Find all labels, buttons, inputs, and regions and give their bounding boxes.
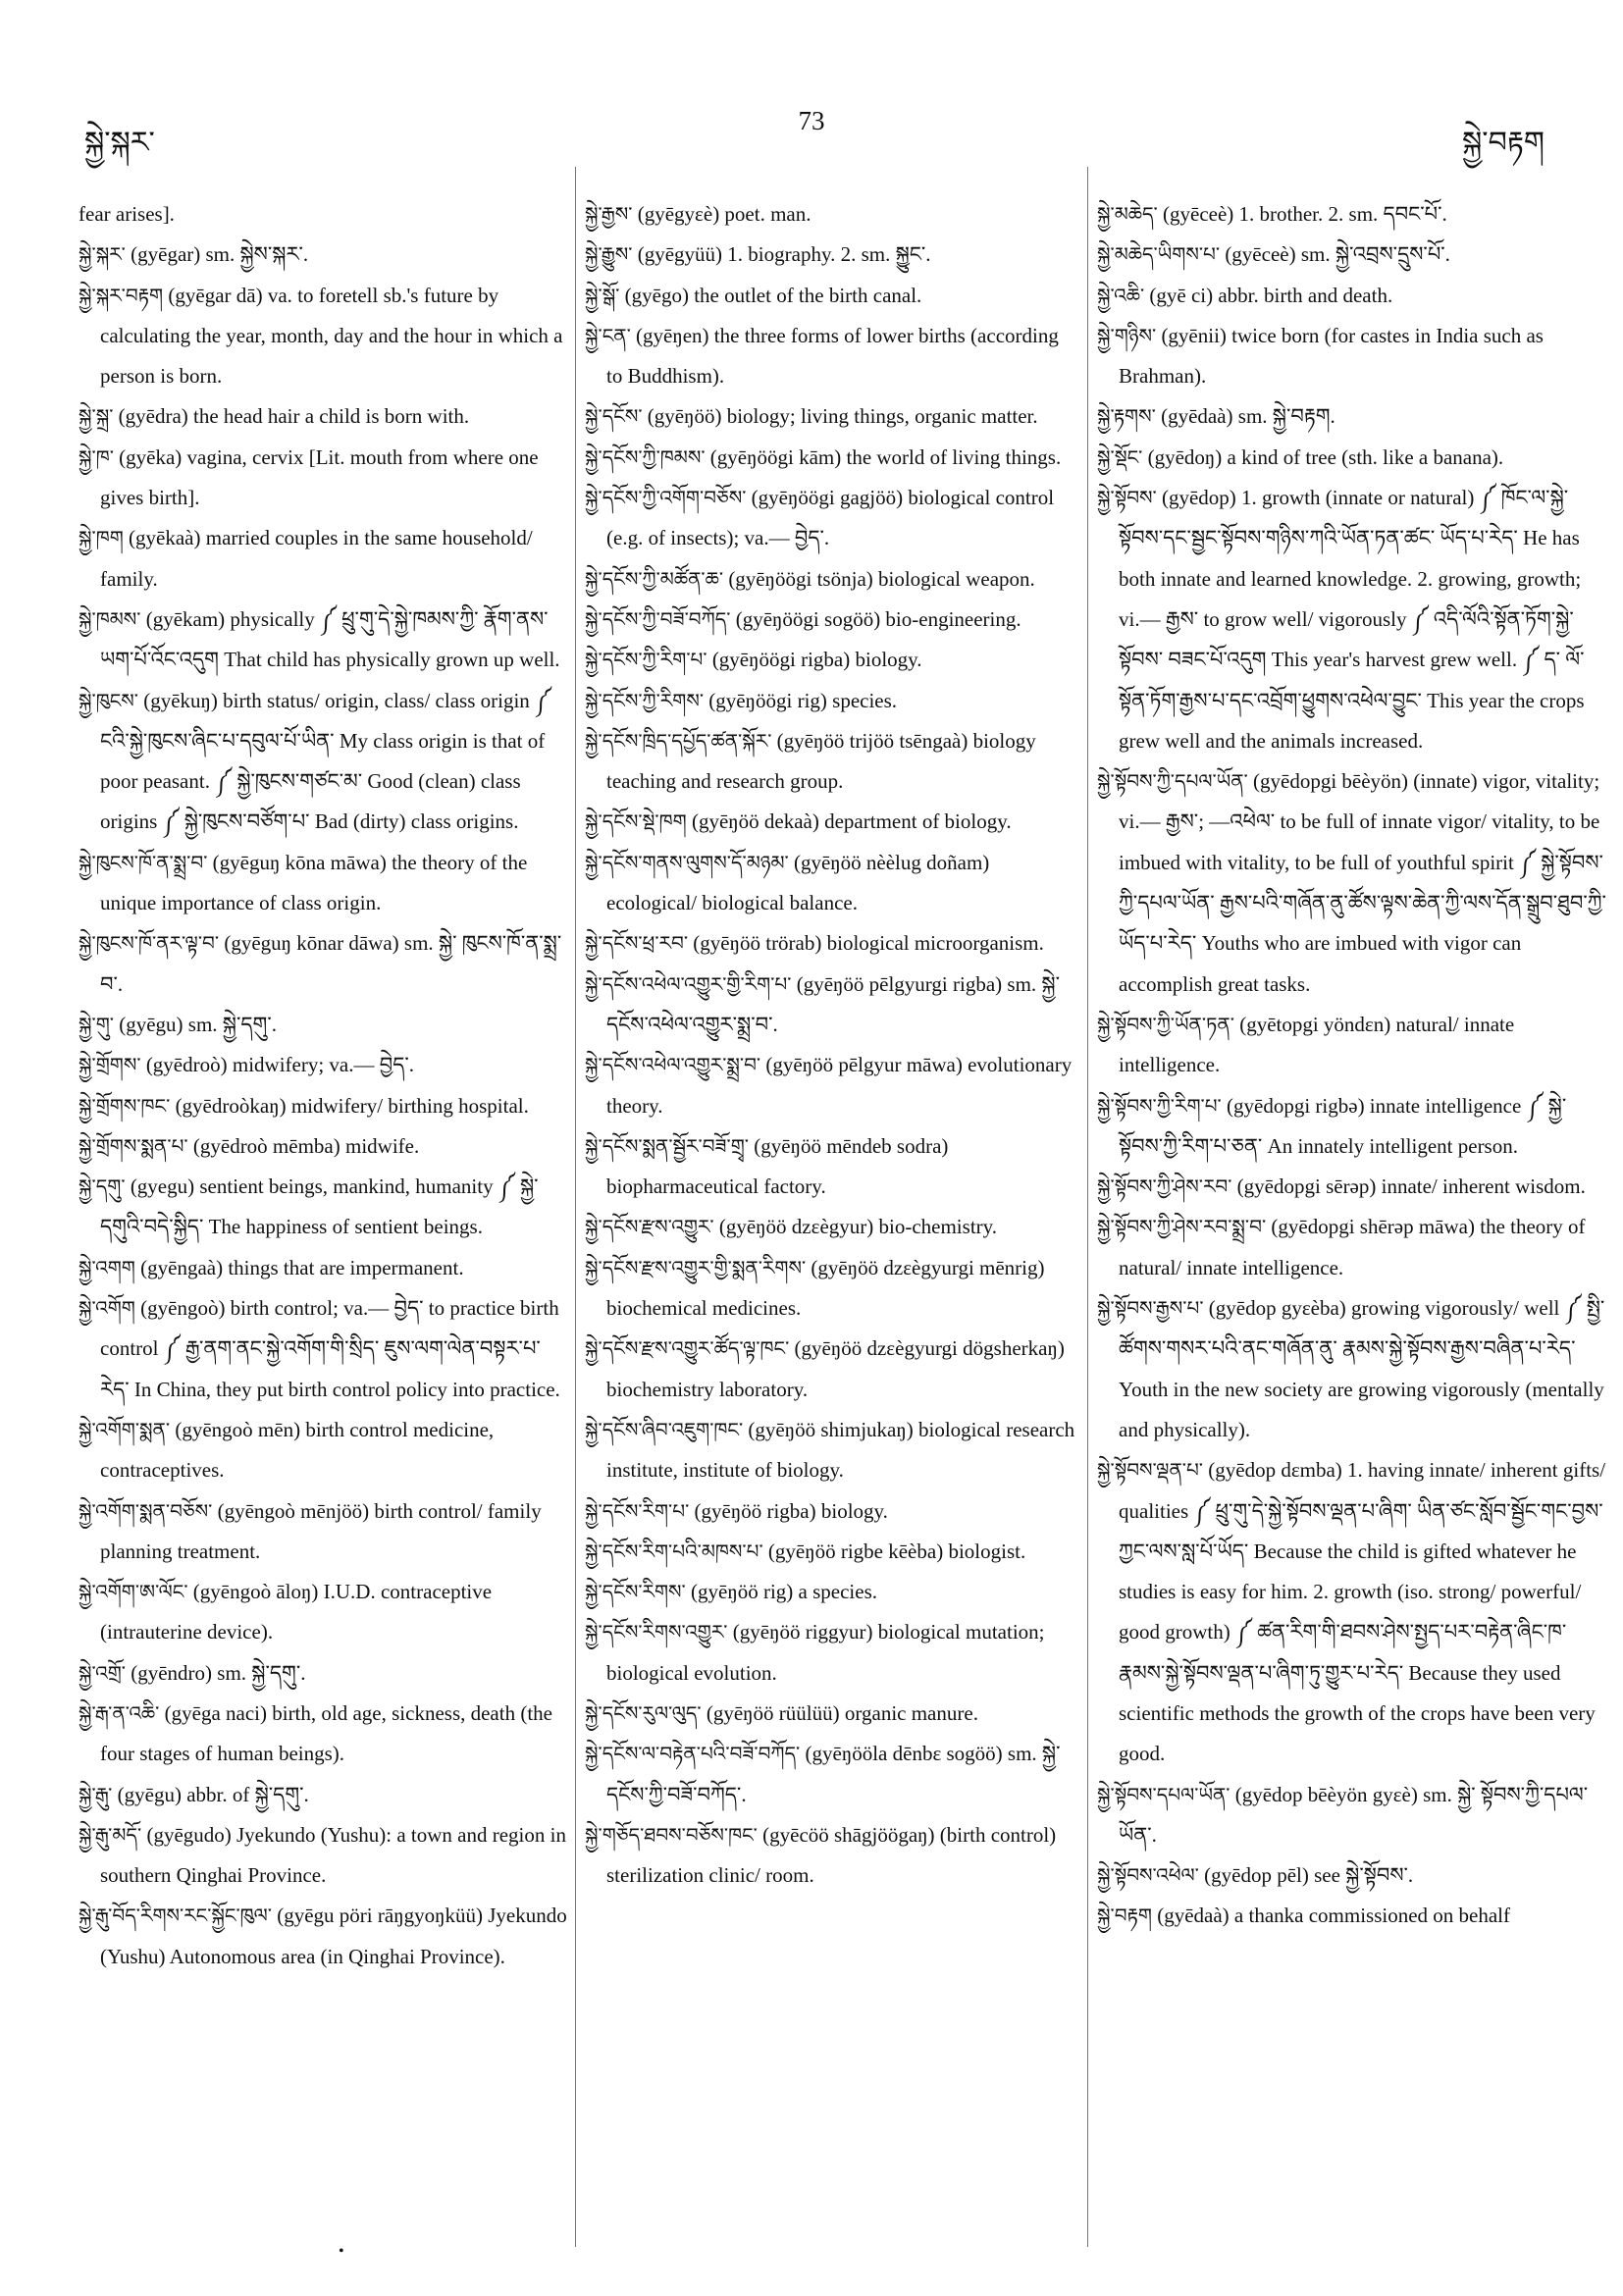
entry-headword: སྐྱེ་རྒྱས་	[585, 202, 633, 226]
dictionary-entry	[79, 235, 567, 275]
dictionary-entry	[585, 1572, 1075, 1612]
entry-definition: (gyēdroò) midwifery; va.— བྱེད་.	[145, 1053, 415, 1077]
entry-definition: (gyēŋöögi rigba) biology.	[711, 648, 922, 672]
dictionary-entry	[79, 276, 567, 397]
entry-definition: (gyēgo) the outlet of the birth canal.	[624, 283, 922, 307]
dictionary-entry	[79, 1410, 567, 1491]
dictionary-entry	[585, 1207, 1075, 1247]
footer-mark: •	[339, 2243, 344, 2260]
entry-definition: (gyēdop gyεèba) growing vigorously/ well ༼ སྤྱི་ཚོགས་གསར་པའི་ནང་གཞོན་ནུ་ རྣམས་སྐྱེ་སྟོབས་རྒྱས་བཞིན་པ་རེད་ Youth in the new society are growing vigorously (mentally and physically).	[1119, 1296, 1605, 1441]
entry-headword: སྐྱེ་དངོས་རིགས་འགྱུར་	[585, 1620, 728, 1644]
entry-headword: སྐྱེ་དངོས་རྫས་འགྱུར་	[585, 1215, 714, 1239]
dictionary-entry	[585, 600, 1075, 640]
entry-headword: སྐྱེ་འགོག་སྨན་	[79, 1417, 171, 1441]
entry-headword: སྐྱེ་སྡོང་	[1097, 444, 1143, 469]
column-3	[1097, 194, 1607, 2245]
dictionary-entry	[585, 1734, 1075, 1815]
entry-definition: (gyēgu pöri rāŋgyoŋküü) Jyekundo (Yushu) Autonomous area (in Qinghai Province).	[100, 1904, 567, 1968]
entry-definition: (gyēŋöö dekaà) department of biology.	[691, 809, 1012, 834]
dictionary-entry	[585, 681, 1075, 721]
dictionary-entry	[585, 276, 1075, 316]
entry-headword: སྐྱེ་ཁ་	[79, 444, 114, 469]
dictionary-entry	[1097, 438, 1607, 478]
entry-definition: (gyēndro) sm. སྐྱེ་དགུ་.	[131, 1660, 306, 1685]
dictionary-entry	[585, 843, 1075, 924]
dictionary-entry	[585, 1329, 1075, 1410]
dictionary-entry	[1097, 396, 1607, 437]
entry-definition: (gyēŋöögi gagjöö) biological control (e.g. of insects); va.— བྱེད་.	[606, 486, 1055, 550]
entry-headword: སྐྱེ་འགག	[79, 1255, 135, 1279]
running-header-left: སྐྱེ་སྐར་	[84, 127, 155, 159]
dictionary-entry	[79, 1167, 567, 1248]
entry-headword: སྐྱེ་དངོས་ཞིབ་འཇུག་ཁང་	[585, 1417, 744, 1441]
entry-definition: (gyēdop dεmba) 1. having innate/ inherent gifts/ qualities ༼ ཕྲུ་གུ་དེ་སྐྱེ་སྟོབས་ལྡན་པ་ཞིག་ ཡིན་ཙང་སློབ་སྦྱོང་གང་བྱས་ཀྱང་ལས་སླ་པོ་ཡོད་ Because the child is gifted whatever he studies is easy for him. 2. growth (iso. strong/ powerful/ good growth) ༼ ཚན་རིག་གི་ཐབས་ཤེས་སྤྱད་པར་བརྟེན་ཞིང་ཁ་ རྣམས་སྐྱེ་སྟོབས་ལྡན་པ་ཞིག་ཏུ་གྱུར་པ་རེད་ Because they used scientific methods the growth of the crops have been very good.	[1119, 1458, 1606, 1766]
entry-definition: (gyēkaà) married couples in the same household/ family.	[100, 526, 533, 591]
dictionary-entry	[585, 965, 1075, 1046]
dictionary-entry	[79, 1045, 567, 1085]
entry-definition: (gyēdaà) a thanka commissioned on behalf	[1157, 1904, 1511, 1928]
entry-headword: སྐྱེ་བརྟག	[1097, 1904, 1152, 1928]
entry-definition: (gyēka) vagina, cervix [Lit. mouth from where one gives birth].	[100, 444, 539, 510]
entry-headword: སྐྱེ་སྟོབས་	[1097, 486, 1157, 510]
entry-definition: (gyēdopgi rigbə) innate intelligence ༼ སྐྱེ་སྟོབས་ཀྱི་རིག་པ་ཅན་ An innately intelligent person.	[1119, 1093, 1567, 1158]
entry-definition: (gyēdaà) sm. སྐྱེ་བརྟག.	[1161, 404, 1335, 429]
dictionary-entry	[1097, 316, 1607, 397]
entry-headword: སྐྱེ་དངོས་འཕེལ་འགྱུར་སྨྲ་བ་	[585, 1053, 761, 1077]
dictionary-entry	[79, 194, 567, 235]
entry-headword: སྐྱེ་དངོས་ཁྲིད་དཔྱོད་ཚན་སྐོར་	[585, 728, 772, 753]
entry-headword: སྐྱེ་དངོས་རིག་པའི་མཁས་པ་	[585, 1539, 763, 1563]
dictionary-entry	[79, 518, 567, 600]
dictionary-entry	[585, 1410, 1075, 1491]
entry-definition: (gyegu) sentient beings, mankind, humanity ༼ སྐྱེ་དགུའི་བདེ་སྐྱིད་ The happiness of sentient beings.	[100, 1174, 539, 1239]
column-2	[585, 194, 1075, 2245]
entry-headword: སྐྱེ་རྒྱུས་	[585, 242, 633, 267]
entry-definition: (gyēdoŋ) a kind of tree (sth. like a banana).	[1147, 444, 1504, 469]
dictionary-entry	[79, 923, 567, 1005]
dictionary-entry	[585, 923, 1075, 964]
entry-definition: (gyēngoò āloŋ) I.U.D. contraceptive (intrauterine device).	[100, 1580, 493, 1644]
entry-headword: སྐྱེ་མཆེད་	[1097, 202, 1158, 226]
entry-headword: སྐྱེ་དངོས་ཀྱི་རིགས་	[585, 688, 705, 712]
entry-headword: སྐྱེ་སྐར་བརྟག	[79, 283, 164, 307]
entry-headword: སྐྱེ་གུ་	[79, 1012, 114, 1036]
entry-headword: སྐྱེ་དངོས་ཕྲ་རབ་	[585, 931, 689, 956]
entry-definition: (gyēngoò mēnjöö) birth control/ family planning treatment.	[100, 1498, 542, 1563]
entry-definition: (gyēgu) abbr. of སྐྱེ་དགུ་.	[117, 1782, 309, 1806]
entry-headword: སྐྱེ་གཉིས་	[1097, 323, 1157, 347]
dictionary-entry	[1097, 1775, 1607, 1856]
entry-headword: སྐྱེ་སྟོབས་ཀྱི་ཡོན་ཏན་	[1097, 1012, 1234, 1036]
page-number: 73	[798, 106, 825, 135]
entry-definition: (gyēgu) sm. སྐྱེ་དགུ་.	[119, 1012, 277, 1036]
entry-definition: (gyē ci) abbr. birth and death.	[1149, 283, 1393, 307]
entry-headword: སྐྱེ་དངོས་ལ་བརྟེན་པའི་བཟོ་བཀོད་	[585, 1742, 801, 1766]
entry-headword: སྐྱེ་ཁུངས་ཁོ་ན་སྨྲ་བ་	[79, 850, 208, 874]
entry-headword: སྐྱེ་དངོས་	[585, 404, 643, 429]
column-divider	[575, 167, 576, 2247]
entry-headword: སྐྱེ་དངོས་ཀྱི་བཟོ་བཀོད་	[585, 606, 731, 631]
dictionary-entry	[585, 802, 1075, 842]
entry-headword: སྐྱེ་འགྲོ་	[79, 1660, 126, 1685]
entry-headword: སྐྱེ་སྒོ་	[585, 283, 620, 307]
entry-headword: སྐྱེ་གཅོད་ཐབས་བཅོས་ཁང་	[585, 1822, 758, 1847]
entry-headword: སྐྱེ་སྟོབས་ལྡན་པ་	[1097, 1458, 1203, 1483]
entry-headword: སྐྱེ་གྲོགས་སྨན་པ་	[79, 1133, 188, 1158]
entry-definition: (gyēŋöö rig) a species.	[691, 1580, 877, 1604]
dictionary-entry	[585, 1612, 1075, 1694]
entry-definition: (gyēgyüü) 1. biography. 2. sm. སྐྱུང་.	[637, 242, 931, 267]
entry-definition: (gyēceè) 1. brother. 2. sm. དབང་པོ་.	[1163, 202, 1447, 226]
entry-definition: (gyēŋöö trörab) biological microorganism.	[693, 931, 1044, 956]
entry-headword: སྐྱེ་མཆེད་ཡིགས་པ་	[1097, 242, 1221, 267]
dictionary-entry	[79, 1815, 567, 1897]
dictionary-entry	[585, 194, 1075, 235]
entry-definition: (gyēŋöö dzεègyurgi mēnrig) biochemical medicines.	[606, 1255, 1045, 1321]
entry-headword: སྐྱེ་དངོས་རྫས་འགྱུར་ཚོད་ལྟ་ཁང་	[585, 1336, 790, 1361]
entry-definition: (gyēcöö shāgjöögaŋ) (birth control) sterilization clinic/ room.	[606, 1822, 1057, 1888]
entry-headword: སྐྱེ་སྟོབས་དཔལ་ཡོན་	[1097, 1782, 1230, 1806]
running-header-right: སྐྱེ་བརྟག	[1462, 127, 1544, 159]
entry-headword: སྐྱེ་དངོས་སྡེ་ཁག	[585, 809, 687, 834]
entry-definition: (gyēga naci) birth, old age, sickness, death (the four stages of human beings).	[100, 1700, 552, 1766]
dictionary-entry	[585, 316, 1075, 397]
dictionary-entry	[585, 1491, 1075, 1532]
dictionary-entry	[79, 1086, 567, 1126]
dictionary-entry	[79, 396, 567, 437]
entry-headword: སྐྱེ་རྒུ་བོད་རིགས་རང་སྐྱོང་ཁུལ་	[79, 1904, 272, 1928]
entry-definition: fear arises].	[79, 202, 175, 226]
entry-definition: (gyēgar dā) va. to foretell sb.'s future by calculating the year, month, day and the hour in which a person is born.	[100, 283, 563, 389]
entry-headword: སྐྱེ་ཁུངས་ཁོ་ནར་ལྟ་བ་	[79, 931, 220, 956]
entry-definition: (gyēdopgi shērəp māwa) the theory of natural/ innate intelligence.	[1119, 1215, 1586, 1279]
dictionary-entry	[585, 1532, 1075, 1572]
dictionary-entry	[79, 1005, 567, 1045]
entry-headword: སྐྱེ་སྐྲ་	[79, 404, 114, 429]
entry-headword: སྐྱེ་འཆི་	[1097, 283, 1145, 307]
entry-headword: སྐྱེ་སྟོབས་ཀྱི་ཤེས་རབ་	[1097, 1174, 1232, 1199]
dictionary-entry	[1097, 1896, 1607, 1936]
entry-definition: (gyēŋöö mēndeb sodra) biopharmaceutical factory.	[606, 1133, 949, 1199]
entry-headword: སྐྱེ་འགོག	[79, 1296, 135, 1321]
dictionary-entry	[585, 640, 1075, 680]
dictionary-entry	[1097, 761, 1607, 1005]
dictionary-entry	[1097, 1005, 1607, 1086]
dictionary-entry	[79, 1572, 567, 1653]
entry-definition: (gyēŋöö pēlgyurgi rigba) sm. སྐྱེ་དངོས་འཕེལ་འགྱུར་སྨྲ་བ་.	[606, 971, 1060, 1036]
entry-definition: (gyēŋöö rüülüü) organic manure.	[706, 1700, 978, 1725]
dictionary-entry	[1097, 1207, 1607, 1288]
entry-headword: སྐྱེ་དངོས་རིག་པ་	[585, 1498, 690, 1523]
dictionary-entry	[585, 721, 1075, 803]
dictionary-entry	[79, 681, 567, 843]
dictionary-entry	[1097, 1167, 1607, 1207]
entry-definition: (gyēdop) 1. growth (innate or natural) ༼ ཁོང་ལ་སྐྱེ་སྟོབས་དང་སྦྱང་སྟོབས་གཉིས་ཀའི་ཡོན་ཏན་ཚང་ ཡོད་པ་རེད་ He has both innate and learned knowledge. 2. growing, growth; vi.— རྒྱས་ to grow well/ vigorously ༼ འདི་ལོའི་སྟོན་ཏོག་སྐྱེ་སྟོབས་ བཟང་པོ་འདུག This year's harvest grew well. ༼ ད་ ལོ་སྟོན་ཏོག་རྒྱས་པ་དང་འབྲོག་ཕྱུགས་འཕེལ་བྱུང་ This year the crops grew well and the animals increased.	[1119, 486, 1585, 753]
dictionary-entry	[585, 478, 1075, 559]
entry-headword: སྐྱེ་གྲོགས་ཁང་	[79, 1093, 171, 1118]
entry-definition: (gyēŋööla dēnbε sogöö) sm. སྐྱེ་དངོས་ཀྱི་བཟོ་བཀོད་.	[606, 1742, 1061, 1806]
entry-definition: (gyēgudo) Jyekundo (Yushu): a town and region in southern Qinghai Province.	[100, 1822, 566, 1888]
entry-definition: (gyēdop pēl) see སྐྱེ་སྟོབས་.	[1204, 1863, 1414, 1888]
entry-headword: སྐྱེ་ངན་	[585, 323, 631, 347]
dictionary-entry	[585, 1815, 1075, 1897]
dictionary-entry	[79, 438, 567, 519]
entry-definition: (gyēŋöögi rig) species.	[708, 688, 898, 712]
entry-definition: (gyēŋöö dzεègyurgi dögsherkaŋ) biochemistry laboratory.	[606, 1336, 1065, 1401]
dictionary-entry	[1097, 276, 1607, 316]
column-divider	[1087, 167, 1088, 2247]
entry-headword: སྐྱེ་དགུ་	[79, 1174, 126, 1199]
entry-headword: སྐྱེ་སྐར་	[79, 242, 126, 267]
entry-definition: (gyēŋöö rigba) biology.	[694, 1498, 888, 1523]
entry-headword: སྐྱེ་རྒུ་མདོ་	[79, 1822, 142, 1847]
dictionary-entry	[79, 843, 567, 924]
dictionary-entry	[1097, 1288, 1607, 1450]
entry-definition: (gyēŋöö trijöö tsēngaà) biology teaching and research group.	[606, 728, 1036, 794]
entry-definition: (gyēkam) physically ༼ ཕྲུ་གུ་དེ་སྐྱེ་ཁམས་ཀྱི་ རྣོག་ནས་ཡག་པོ་འོང་འདུག That child has physically grown up well.	[100, 606, 560, 672]
dictionary-entry	[79, 1288, 567, 1410]
dictionary-entry	[79, 1694, 567, 1775]
entry-headword: སྐྱེ་གྲོགས་	[79, 1053, 141, 1077]
entry-definition: (gyēŋöö pēlgyur māwa) evolutionary theory.	[606, 1053, 1073, 1118]
entry-definition: (gyēdroòkaŋ) midwifery/ birthing hospital.	[175, 1093, 529, 1118]
entry-definition: (gyēngaà) things that are impermanent.	[140, 1255, 464, 1279]
entry-headword: སྐྱེ་དངོས་ཀྱི་རིག་པ་	[585, 648, 707, 672]
entry-definition: (gyēŋöö riggyur) biological mutation; biological evolution.	[606, 1620, 1045, 1685]
entry-definition: (gyēngoò) birth control; va.— བྱེད་ to practice birth control ༼ རྒྱ་ནག་ནང་སྐྱེ་འགོག་གི་སྲིད་ ཇུས་ལག་ལེན་བསྟར་པ་རེད་ In China, they put birth control policy into practice.	[100, 1296, 560, 1401]
entry-definition: (gyēŋöö dzεègyur) bio-chemistry.	[718, 1215, 998, 1239]
entry-definition: (gyēgar) sm. སྐྱེས་སྐར་.	[131, 242, 309, 267]
dictionary-entry	[1097, 194, 1607, 235]
dictionary-entry	[79, 1491, 567, 1573]
entry-headword: སྐྱེ་སྟོབས་འཕེལ་	[1097, 1863, 1199, 1888]
entry-headword: སྐྱེ་འགོག་སྨན་བཅོས་	[79, 1498, 213, 1523]
entry-headword: སྐྱེ་རྟགས་	[1097, 404, 1156, 429]
entry-definition: (gyēguŋ kōnar dāwa) sm. སྐྱེ་ ཁུངས་ཁོ་ན་སྨྲ་བ་.	[100, 931, 562, 996]
entry-definition: (gyēdopgi bēèyön) (innate) vigor, vitality; vi.— རྒྱས་; —འཕེལ་ to be full of innate vigor/ vitality, to be imbued with vitality, to be full of youthful spirit ༼ སྐྱེ་སྟོབས་ཀྱི་དཔལ་ཡོན་ རྒྱས་པའི་གཞོན་ནུ་ཚོས་ལྟས་ཆེན་ཀྱི་ལས་དོན་སྒྲུབ་ཐུབ་ཀྱི་ ཡོད་པ་རེད་ Youths who are imbued with vigor can accomplish great tasks.	[1119, 769, 1606, 996]
dictionary-entry	[585, 1126, 1075, 1208]
entry-headword: སྐྱེ་སྟོབས་ཀྱི་ཤེས་རབ་སྨྲ་བ་	[1097, 1215, 1267, 1239]
entry-headword: སྐྱེ་ཁག	[79, 526, 124, 550]
entry-definition: (gyēŋöö rigbe kēèba) biologist.	[767, 1539, 1026, 1563]
dictionary-entry	[1097, 1450, 1607, 1774]
entry-headword: སྐྱེ་དངོས་རྫས་འགྱུར་གྱི་སྨན་རིགས་	[585, 1255, 807, 1279]
dictionary-entry	[1097, 478, 1607, 761]
entry-headword: སྐྱེ་ཁམས་	[79, 606, 141, 631]
dictionary-entry	[79, 1248, 567, 1288]
entry-definition: (gyēgyεè) poet. man.	[637, 202, 812, 226]
dictionary-entry	[79, 1896, 567, 1977]
entry-definition: (gyēdopgi sērəp) innate/ inherent wisdom.	[1236, 1174, 1586, 1199]
entry-headword: སྐྱེ་དངོས་སྨན་སྦྱོར་བཟོ་གྲྭ་	[585, 1133, 749, 1158]
dictionary-entry	[1097, 235, 1607, 275]
entry-definition: (gyēngoò mēn) birth control medicine, contraceptives.	[100, 1417, 495, 1483]
entry-definition: (gyēŋöögi tsönja) biological weapon.	[728, 566, 1035, 591]
dictionary-entry	[79, 1126, 567, 1167]
dictionary-entry	[79, 600, 567, 681]
entry-definition: (gyēdop bēèyön gyεè) sm. སྐྱེ་ སྟོབས་ཀྱི་དཔལ་ཡོན་.	[1119, 1782, 1589, 1847]
dictionary-entry	[79, 1653, 567, 1694]
entry-headword: སྐྱེ་དངོས་གནས་ལུགས་དོ་མཉམ་	[585, 850, 789, 874]
entry-headword: སྐྱེ་རྒ་ན་འཆི་	[79, 1700, 160, 1725]
entry-definition: (gyēnii) twice born (for castes in India such as Brahman).	[1119, 323, 1544, 389]
dictionary-entry	[585, 1248, 1075, 1330]
entry-headword: སྐྱེ་དངོས་ཀྱི་མཚོན་ཆ་	[585, 566, 724, 591]
entry-definition: (gyēceè) sm. སྐྱེ་འབྲས་དྲུས་པོ་.	[1225, 242, 1450, 267]
dictionary-entry	[79, 1775, 567, 1815]
entry-definition: (gyēguŋ kōna māwa) the theory of the unique importance of class origin.	[100, 850, 528, 915]
entry-headword: སྐྱེ་དངོས་རུལ་ལུད་	[585, 1700, 702, 1725]
dictionary-entry	[1097, 1086, 1607, 1168]
entry-definition: (gyēŋöögi sogöö) bio-engineering.	[735, 606, 1021, 631]
dictionary-entry	[585, 235, 1075, 275]
column-1	[79, 194, 567, 2245]
dictionary-entry	[585, 396, 1075, 437]
entry-definition: (gyēkuŋ) birth status/ origin, class/ class origin ༼ ངའི་སྐྱེ་ཁུངས་ཞིང་པ་དབུལ་པོ་ཡིན་ My class origin is that of poor peasant. ༼ སྐྱེ་ཁུངས་གཙང་མ་ Good (clean) class origins ༼ སྐྱེ་ཁུངས་བཙོག་པ་ Bad (dirty) class origins.	[100, 688, 551, 834]
entry-definition: (gyēŋöö) biology; living things, organic matter.	[647, 404, 1038, 429]
entry-headword: སྐྱེ་དངོས་ཀྱི་འགོག་བཅོས་	[585, 486, 747, 510]
entry-headword: སྐྱེ་རྒུ་	[79, 1782, 113, 1806]
dictionary-entry	[585, 559, 1075, 600]
entry-headword: སྐྱེ་སྟོབས་ཀྱི་རིག་པ་	[1097, 1093, 1222, 1118]
dictionary-entry	[585, 1045, 1075, 1126]
entry-definition: (gyēdra) the head hair a child is born with.	[118, 404, 470, 429]
entry-headword: སྐྱེ་དངོས་རིགས་	[585, 1580, 686, 1604]
entry-definition: (gyēŋöö nèèlug doñam) ecological/ biological balance.	[606, 850, 990, 915]
entry-definition: (gyēŋöö shimjukaŋ) biological research institute, institute of biology.	[606, 1417, 1075, 1483]
entry-definition: (gyētopgi yöndεn) natural/ innate intelligence.	[1119, 1012, 1515, 1077]
entry-definition: (gyēŋöögi kām) the world of living things.	[709, 444, 1062, 469]
dictionary-entry	[1097, 1855, 1607, 1896]
entry-headword: སྐྱེ་ཁུངས་	[79, 688, 138, 712]
dictionary-entry	[585, 438, 1075, 478]
entry-headword: སྐྱེ་སྟོབས་ཀྱི་དཔལ་ཡོན་	[1097, 769, 1248, 794]
entry-headword: སྐྱེ་དངོས་ཀྱི་ཁམས་	[585, 444, 706, 469]
entry-headword: སྐྱེ་སྟོབས་རྒྱས་པ་	[1097, 1296, 1204, 1321]
dictionary-entry	[585, 1694, 1075, 1734]
entry-definition: (gyēdroò mēmba) midwife.	[192, 1133, 420, 1158]
entry-definition: (gyēŋen) the three forms of lower births (according to Buddhism).	[606, 323, 1059, 389]
entry-headword: སྐྱེ་འགོག་ཨ་ལོང་	[79, 1580, 188, 1604]
entry-headword: སྐྱེ་དངོས་འཕེལ་འགྱུར་གྱི་རིག་པ་	[585, 971, 792, 996]
